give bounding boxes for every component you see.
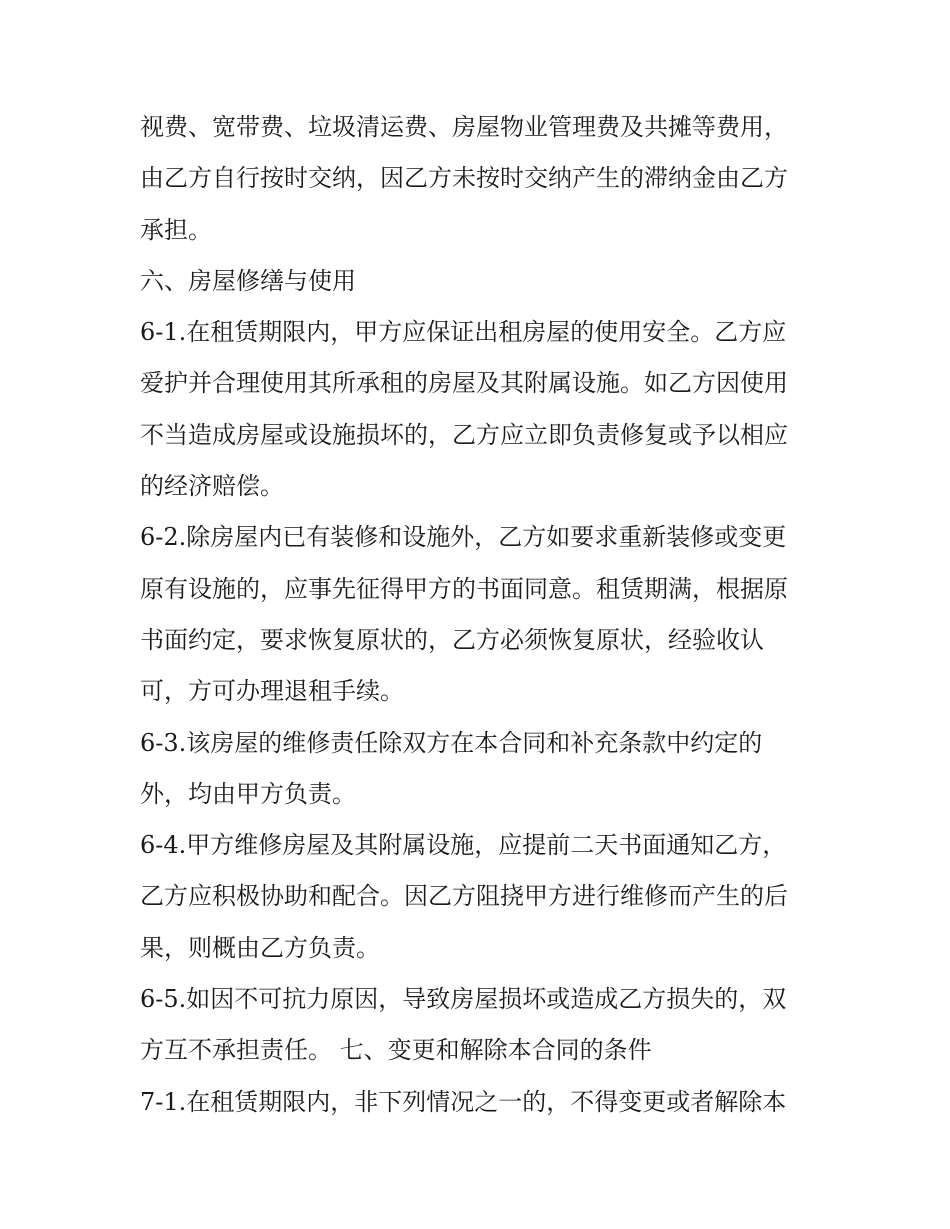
text-line: 承担。 bbox=[140, 215, 212, 244]
clause-7-1: 7-1.在租赁期限内，非下列情况之一的，不得变更或者解除本 bbox=[140, 1087, 787, 1116]
text-line: 不当造成房屋或设施损坏的，乙方应立即负责修复或予以相应 bbox=[140, 420, 788, 449]
text-line: 乙方应积极协助和配合。因乙方阻挠甲方进行维修而产生的后 bbox=[140, 882, 788, 911]
document-body bbox=[140, 102, 820, 1128]
text-line: 爱护并合理使用其所承租的房屋及其附属设施。如乙方因使用 bbox=[140, 369, 788, 398]
text-line: 视费、宽带费、垃圾清运费、房屋物业管理费及共摊等费用， bbox=[140, 113, 788, 141]
text-line: 原有设施的，应事先征得甲方的书面同意。租赁期满，根据原 bbox=[140, 574, 788, 603]
text-line: 可，方可办理退租手续。 bbox=[140, 677, 404, 706]
clause-6-3: 6-3.该房屋的维修责任除双方在本合同和补充条款中约定的 bbox=[140, 728, 763, 757]
clause-6-1: 6-1.在租赁期限内，甲方应保证出租房屋的使用安全。乙方应 bbox=[140, 318, 787, 347]
text-line: 的经济赔偿。 bbox=[140, 472, 284, 501]
clause-6-2: 6-2.除房屋内已有装修和设施外，乙方如要求重新装修或变更 bbox=[140, 523, 787, 552]
text-line: 由乙方自行按时交纳，因乙方未按时交纳产生的滞纳金由乙方 bbox=[140, 164, 788, 193]
text-line: 书面约定，要求恢复原状的，乙方必须恢复原状，经验收认 bbox=[140, 625, 764, 654]
clause-6-4: 6-4.甲方维修房屋及其附属设施，应提前二天书面通知乙方， bbox=[140, 831, 787, 860]
text-line: 外，均由甲方负责。 bbox=[140, 779, 356, 808]
text-line: 方互不承担责任。 七、变更和解除本合同的条件 bbox=[140, 1036, 652, 1065]
section-heading: 六、房屋修缮与使用 bbox=[140, 266, 356, 295]
clause-6-5: 6-5.如因不可抗力原因，导致房屋损坏或造成乙方损失的，双 bbox=[140, 985, 787, 1014]
text-line: 果，则概由乙方负责。 bbox=[140, 933, 380, 962]
